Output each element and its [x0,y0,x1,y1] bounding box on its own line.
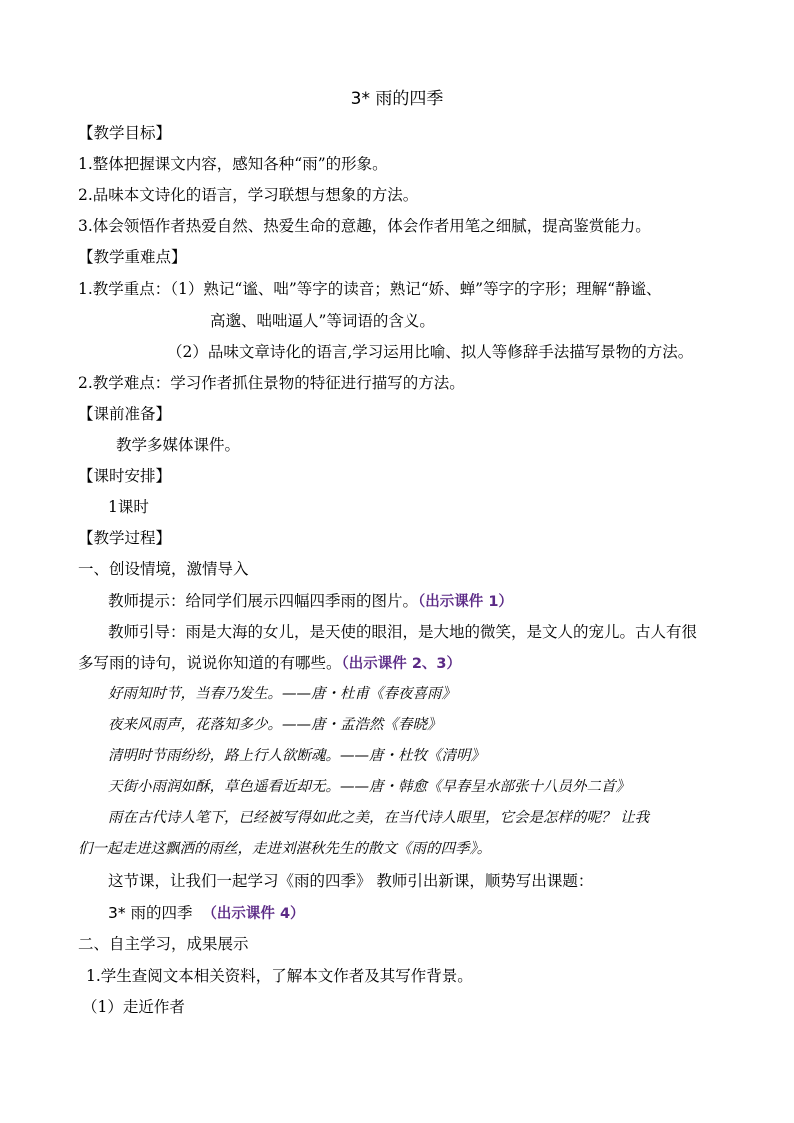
key-point-1-cont: 高邈、咄咄逼人”等词语的含义。 [210,312,435,330]
courseware-ref-1: （出示课件 1） [418,594,513,610]
section-heading-objectives: 【教学目标】 [78,124,172,142]
teacher-guide: 教师引导：雨是大海的女儿，是天使的眼泪，是大地的微笑，是文人的宠儿。古人有很 [108,623,698,641]
key-point-1: 1.教学重点：（1）熟记“谧、咄”等字的读音；熟记“娇、蝉”等字的字形；理解“静谧、 [78,280,662,298]
task-1-sub: （1）走近作者 [82,998,185,1016]
courseware-ref-2: （出示课件 2、3） [341,656,461,672]
lesson-title: 3* 雨的四季 [108,904,193,922]
process-step-1: 一、创设情境，激情导入 [78,560,249,578]
poem-line-4: 天街小雨润如酥，草色遥看近却无。——唐・韩愈《早春呈水部张十八员外二首》 [108,779,630,795]
transition-text: 雨在古代诗人笔下，已经被写得如此之美，在当代诗人眼里，它会是怎样的呢？ 让我 [108,810,650,826]
section-heading-preparation: 【课前准备】 [78,405,172,423]
transition-text-cont: 们一起走进这飘洒的雨丝，走进刘湛秋先生的散文《雨的四季》。 [78,841,492,857]
schedule-text: 1课时 [108,498,149,516]
objective-3: 3.体会领悟作者热爱自然、热爱生命的意趣，体会作者用笔之细腻，提高鉴赏能力。 [78,217,651,235]
objective-2: 2.品味本文诗化的语言，学习联想与想象的方法。 [78,186,419,204]
process-step-2: 二、自主学习，成果展示 [78,935,249,953]
teacher-hint-text: 教师提示：给同学们展示四幅四季雨的图片。 [108,592,419,610]
objective-1: 1.整体把握课文内容，感知各种“雨”的形象。 [78,155,388,173]
section-heading-process: 【教学过程】 [78,529,172,547]
lesson-title-line [108,903,305,924]
difficulty: 2.教学难点：学习作者抓住景物的特征进行描写的方法。 [78,374,465,392]
poem-line-1: 好雨知时节，当春乃发生。——唐・杜甫《春夜喜雨》 [108,686,456,702]
page-title: 3* 雨的四季 [350,89,444,109]
teacher-hint [108,591,513,612]
section-heading-key-points: 【教学重难点】 [78,248,187,266]
teacher-guide-cont-text: 多写雨的诗句，说说你知道的有哪些。 [78,654,342,672]
lesson-intro: 这节课，让我们一起学习《雨的四季》 教师引出新课，顺势写出课题： [108,872,594,890]
poem-line-3: 清明时节雨纷纷，路上行人欲断魂。——唐・杜牧《清明》 [108,748,485,764]
preparation-text: 教学多媒体课件。 [116,436,241,454]
task-1: 1.学生查阅文本相关资料，了解本文作者及其写作背景。 [86,967,473,985]
section-heading-schedule: 【课时安排】 [78,467,172,485]
poem-line-2: 夜来风雨声，花落知多少。——唐・孟浩然《春晓》 [108,717,442,733]
key-point-2: （2）品味文章诗化的语言,学习运用比喻、拟人等修辞手法描写景物的方法。 [167,343,694,361]
teacher-guide-cont [78,653,461,674]
courseware-ref-3: （出示课件 4） [202,906,305,922]
